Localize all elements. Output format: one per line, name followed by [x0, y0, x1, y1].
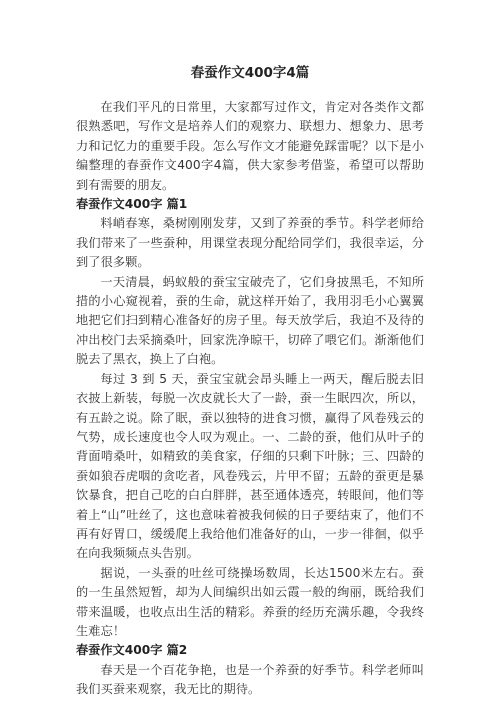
section-heading: 春蚕作文400字 篇1: [76, 197, 188, 212]
document-title: 春蚕作文400字4篇: [190, 65, 310, 81]
body-paragraph: 料峭春寒，桑树刚刚发芽，又到了养蚕的季节。科学老师给我们带来了一些蚕种，用课堂表现分配给同学们，我很幸运，分到了很多颗。: [76, 216, 424, 270]
body-paragraph: 每过 3 到 5 天，蚕宝宝就会昂头睡上一两天，醒后脱去旧衣披上新装，每脱一次皮就长大了一龄，蚕一生眠四次，所以，有五龄之说。除了眠，蚕以独特的进食习惯，赢得了风卷残云的气势，成长速度也令人叹为观止。一、二龄的蚕，他们从叶子的背面啃桑叶，如精致的美食家，仔细的只剩下叶脉；三、四龄的蚕如狼吞虎咽的贪吃者，风卷残云，片甲不留；五龄的蚕更是暴饮暴食，把自己吃的白白胖胖，甚至通体透亮，转眼间，他们等着上“山”吐丝了，这也意味着被我伺候的日子要结束了，他们不再有好胃口，缓缓爬上我给他们准备好的山，一步一徘徊，似乎在向我频频点头告别。: [76, 371, 424, 561]
section-heading: 春蚕作文400字 篇2: [76, 643, 188, 658]
section-2: [76, 641, 424, 699]
document-page: [76, 64, 424, 700]
intro-paragraph: 在我们平凡的日常里，大家都写过作文，肯定对各类作文都很熟悉吧，写作文是培养人们的观察力、联想力、想象力、思考力和记忆力的重要手段。怎么写作文才能避免踩雷呢？以下是小编整理的春蚕作文400字4篇，供大家参考借鉴，希望可以帮助到有需要的朋友。: [76, 100, 424, 192]
section-1: [76, 195, 424, 641]
body-paragraph: 据说，一头蚕的吐丝可绕操场数周，长达1500米左右。蚕的一生虽然短暂，却为人间编织出如云霞一般的绚丽，既给我们带来温暖，也收点出生活的精彩。养蚕的经历充满乐趣，令我终生难忘！: [76, 565, 424, 638]
body-paragraph: 春天是一个百花争艳，也是一个养蚕的好季节。科学老师叫我们买蚕来观察，我无比的期待。: [76, 662, 424, 697]
body-paragraph: 一天清晨，蚂蚁般的蚕宝宝破壳了，它们身披黑毛，不知所措的小心窥视着，蚕的生命，就这样开始了，我用羽毛小心翼翼地把它们扫到精心准备好的房子里。每天放学后，我迫不及待的冲出校门去采摘桑叶，回家洗净晾干，切碎了喂它们。渐渐他们脱去了黑衣，换上了白袍。: [76, 274, 424, 367]
